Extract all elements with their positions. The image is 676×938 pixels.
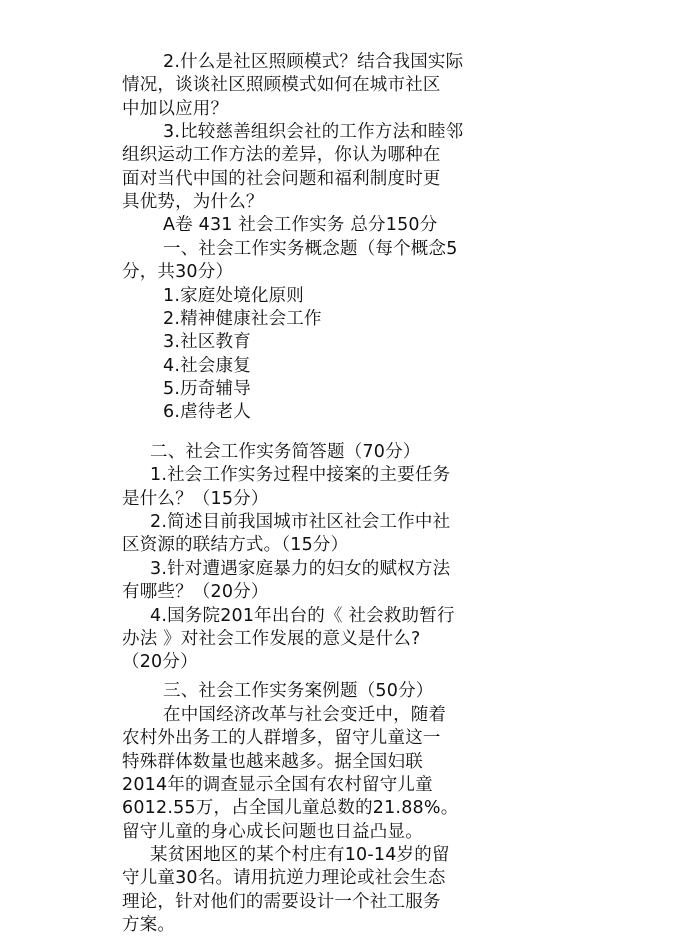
short-question-2-line-1: 2.简述目前我国城市社区社会工作中社 <box>150 512 451 532</box>
short-question-3-line-1: 3.针对遭遇家庭暴力的妇女的赋权方法 <box>150 559 451 579</box>
exam-header: A卷 431 社会工作实务 总分150分 <box>163 215 438 235</box>
case-paragraph-1-line-2: 农村外出务工的人群增多，留守儿童这一 <box>122 728 441 748</box>
short-question-4-line-1: 4.国务院201年出台的《 社会救助暂行 <box>150 606 455 626</box>
question-3-line-2: 组织运动工作方法的差异，你认为哪种在 <box>122 145 441 165</box>
section-2-title: 二、社会工作实务简答题（70分） <box>150 442 421 462</box>
concept-item: 2.精神健康社会工作 <box>163 309 322 329</box>
concept-item: 4.社会康复 <box>163 356 251 376</box>
short-question-1-line-1: 1.社会工作实务过程中接案的主要任务 <box>150 465 451 485</box>
case-paragraph-1-line-5: 6012.55万，占全国儿童总数的21.88%。 <box>122 798 459 818</box>
case-paragraph-1-line-4: 2014年的调查显示全国有农村留守儿童 <box>122 775 433 795</box>
short-question-3-line-2: 有哪些？（20分） <box>122 582 269 602</box>
section-1-title-line-1: 一、社会工作实务概念题（每个概念5 <box>163 239 458 259</box>
case-paragraph-2-line-1: 某贫困地区的某个村庄有10-14岁的留 <box>150 845 450 865</box>
question-3-line-1: 3.比较慈善组织会社的工作方法和睦邻 <box>163 122 464 142</box>
question-3-line-4: 具优势，为什么？ <box>122 192 264 212</box>
case-paragraph-2-line-2: 守儿童30名。请用抗逆力理论或社会生态 <box>122 868 446 888</box>
concept-item: 6.虐待老人 <box>163 402 251 422</box>
section-3-title: 三、社会工作实务案例题（50分） <box>163 681 434 701</box>
section-1-title-line-2: 分，共30分） <box>122 262 234 282</box>
short-question-4-line-2: 办法 》对社会工作发展的意义是什么? <box>122 629 421 649</box>
question-2-line-3: 中加以应用？ <box>122 99 229 119</box>
case-paragraph-1-line-6: 留守儿童的身心成长问题也日益凸显。 <box>122 822 423 842</box>
question-2-line-1: 2.什么是社区照顾模式？结合我国实际 <box>163 52 464 72</box>
short-question-4-line-3: （20分） <box>122 652 198 672</box>
question-2-line-2: 情况，谈谈社区照顾模式如何在城市社区 <box>122 75 441 95</box>
short-question-2-line-2: 区资源的联结方式。（15分） <box>122 535 349 555</box>
case-paragraph-2-line-4: 方案。 <box>122 915 176 935</box>
short-question-1-line-2: 是什么？（15分） <box>122 489 269 509</box>
case-paragraph-1-line-3: 特殊群体数量也越来越多。据全国妇联 <box>122 752 423 772</box>
concept-item: 3.社区教育 <box>163 332 251 352</box>
case-paragraph-2-line-3: 理论，针对他们的需要设计一个社工服务 <box>122 892 441 912</box>
question-3-line-3: 面对当代中国的社会问题和福利制度时更 <box>122 169 441 189</box>
concept-item: 5.历奇辅导 <box>163 379 251 399</box>
case-paragraph-1-line-1: 在中国经济改革与社会变迁中，随着 <box>163 705 447 725</box>
concept-item: 1.家庭处境化原则 <box>163 286 304 306</box>
